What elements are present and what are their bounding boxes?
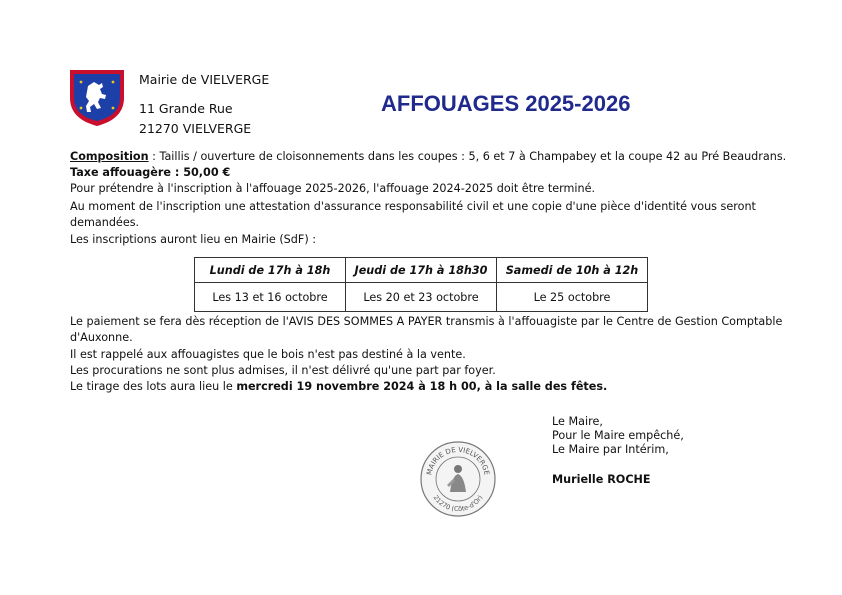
schedule-date-cell: Les 13 et 16 octobre — [195, 283, 346, 312]
mairie-seal-icon — [419, 440, 497, 518]
schedule-header-cell: Jeudi de 17h à 18h30 — [346, 258, 497, 283]
schedule-header-cell: Lundi de 17h à 18h — [195, 258, 346, 283]
rappel-line: Il est rappelé aux affouagistes que le bois n'est pas destiné à la vente. — [70, 348, 466, 361]
tirage-prefix: Le tirage des lots aura lieu le — [70, 380, 237, 393]
address-street: 11 Grande Rue — [139, 101, 233, 116]
address-city: 21270 VIELVERGE — [139, 121, 252, 136]
attestation-line-1: Au moment de l'inscription une attestation d'assurance responsabilité civil et une copie d'une pièce d'identité vous seront — [70, 200, 756, 213]
mairie-name: Mairie de VIELVERGE — [139, 72, 270, 87]
signature-line-2: Pour le Maire empêché, — [552, 429, 684, 442]
schedule-date-cell: Les 20 et 23 octobre — [346, 283, 497, 312]
composition-text: : Taillis / ouverture de cloisonnements dans les coupes : 5, 6 et 7 à Champabey et la coupe 42 au Pré Beaudrans. — [148, 150, 787, 163]
signature-line-1: Le Maire, — [552, 415, 603, 428]
pretendre-line: Pour prétendre à l'inscription à l'affouage 2025-2026, l'affouage 2024-2025 doit être terminé. — [70, 182, 596, 195]
composition-line — [70, 149, 786, 165]
attestation-line-2: demandées. — [70, 216, 140, 229]
svg-text:MAIRIE DE VIELVERGE: MAIRIE DE VIELVERGE — [425, 445, 491, 476]
schedule-header-cell: Samedi de 10h à 12h — [497, 258, 648, 283]
composition-label: Composition — [70, 150, 149, 163]
inscriptions-line: Les inscriptions auront lieu en Mairie (SdF) : — [70, 233, 317, 246]
signature-line-3: Le Maire par Intérim, — [552, 443, 669, 456]
paiement-line-1: Le paiement se fera dès réception de l'AVIS DES SOMMES A PAYER transmis à l'affouagiste par le Centre de Gestion Comptable — [70, 315, 783, 328]
procurations-line: Les procurations ne sont plus admises, il n'est délivré qu'une part par foyer. — [70, 364, 496, 377]
tirage-line — [70, 379, 607, 395]
tirage-date: mercredi 19 novembre 2024 à 18 h 00, à la salle des fêtes. — [236, 380, 608, 393]
schedule-table — [194, 257, 648, 312]
svg-text:21270 (Côte-d'Or): 21270 (Côte-d'Or) — [431, 493, 485, 514]
table-row — [195, 258, 648, 283]
paiement-line-2: d'Auxonne. — [70, 331, 133, 344]
coat-of-arms-icon — [68, 68, 126, 128]
table-row — [195, 283, 648, 312]
page-title: AFFOUAGES 2025-2026 — [381, 91, 631, 116]
taxe-line: Taxe affouagère : 50,00 € — [70, 166, 231, 179]
schedule-date-cell: Le 25 octobre — [497, 283, 648, 312]
signature-name: Murielle ROCHE — [552, 473, 651, 486]
